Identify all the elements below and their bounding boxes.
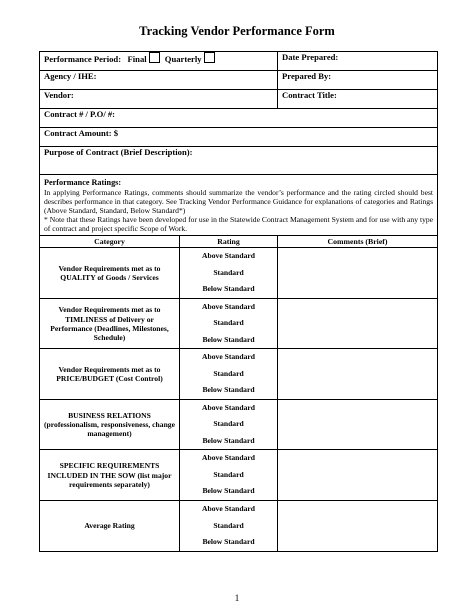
performance-ratings-note: * Note that these Ratings have been developed for use in the Statewide Contract Management System and for use with any type of contract and project specific Scope of Work. [44,215,434,234]
final-label: Final [127,54,147,64]
agency-label: Agency / IHE: [44,71,97,81]
comments-cell[interactable] [278,450,438,501]
rating-below-standard[interactable]: Below Standard [202,385,255,395]
rating-below-standard[interactable]: Below Standard [202,284,255,294]
rating-below-standard[interactable]: Below Standard [202,334,255,344]
purpose-field[interactable] [40,147,438,175]
rating-above-standard[interactable]: Above Standard [202,301,255,311]
rating-above-standard[interactable]: Above Standard [202,504,255,514]
performance-period-field[interactable] [40,52,278,71]
quarterly-label: Quarterly [164,54,202,64]
comments-cell[interactable] [278,248,438,299]
table-row [40,450,438,501]
rating-above-standard[interactable]: Above Standard [202,251,255,261]
form-title: Tracking Vendor Performance Form [139,24,335,38]
rating-cell [180,298,278,349]
final-checkbox[interactable] [149,52,160,63]
vendor-performance-form [39,51,438,552]
prepared-by-field[interactable] [278,71,438,90]
rating-standard[interactable]: Standard [213,419,244,429]
purpose-label: Purpose of Contract (Brief Description): [44,147,193,157]
quarterly-checkbox[interactable] [204,52,215,63]
comments-cell[interactable] [278,399,438,450]
contract-po-field[interactable] [40,109,438,128]
comments-cell[interactable] [278,298,438,349]
contract-po-label: Contract # / P.O/ #: [44,109,116,119]
contract-title-label: Contract Title: [282,90,337,100]
rating-header: Rating [180,236,278,248]
rating-cell [180,349,278,400]
rating-cell [180,399,278,450]
rating-cell [180,450,278,501]
rating-cell [180,500,278,551]
rating-standard[interactable]: Standard [213,267,244,277]
category-header: Category [40,236,180,248]
comments-cell[interactable] [278,500,438,551]
contract-amount-field[interactable] [40,128,438,147]
rating-above-standard[interactable]: Above Standard [202,402,255,412]
category-cell: BUSINESS RELATIONS (professionalism, responsiveness, change management) [40,399,180,450]
rating-above-standard[interactable]: Above Standard [202,352,255,362]
performance-ratings-heading: Performance Ratings: [44,178,122,187]
page-number: 1 [234,593,240,603]
performance-ratings-paragraph: In applying Performance Ratings, comments should summarize the vendor’s performance and the rating circled should best describes performance in that category. See Tracking Vendor Performance Guidance for explanations of categories and Ratings (Above Standard, Standard, Below Standard*) [44,187,434,216]
table-row [40,399,438,450]
average-rating-cell: Average Rating [40,500,180,551]
performance-ratings-box [40,175,438,236]
contract-amount-label: Contract Amount: $ [44,128,118,138]
comments-header: Comments (Brief) [278,236,438,248]
rating-standard[interactable]: Standard [213,318,244,328]
rating-above-standard[interactable]: Above Standard [202,453,255,463]
rating-below-standard[interactable]: Below Standard [202,486,255,496]
vendor-label: Vendor: [44,90,74,100]
contract-title-field[interactable] [278,90,438,109]
performance-period-label: Performance Period: [44,54,122,64]
category-cell: Vendor Requirements met as to QUALITY of Goods / Services [40,248,180,299]
prepared-by-label: Prepared By: [282,71,332,81]
rating-below-standard[interactable]: Below Standard [202,537,255,547]
rating-standard[interactable]: Standard [213,520,244,530]
category-cell: Vendor Requirements met as to TIMLINESS of Delivery or Performance (Deadlines, Milestones, Schedule) [40,298,180,349]
table-row [40,298,438,349]
date-prepared-field[interactable] [278,52,438,71]
table-row [40,500,438,551]
date-prepared-label: Date Prepared: [282,52,339,62]
category-cell: Vendor Requirements met as to PRICE/BUDGET (Cost Control) [40,349,180,400]
vendor-field[interactable] [40,90,278,109]
table-row [40,248,438,299]
comments-cell[interactable] [278,349,438,400]
rating-standard[interactable]: Standard [213,469,244,479]
rating-cell [180,248,278,299]
table-row [40,349,438,400]
rating-standard[interactable]: Standard [213,368,244,378]
agency-field[interactable] [40,71,278,90]
rating-below-standard[interactable]: Below Standard [202,435,255,445]
category-cell: SPECIFIC REQUIREMENTS INCLUDED IN THE SOW (list major requirements separately) [40,450,180,501]
